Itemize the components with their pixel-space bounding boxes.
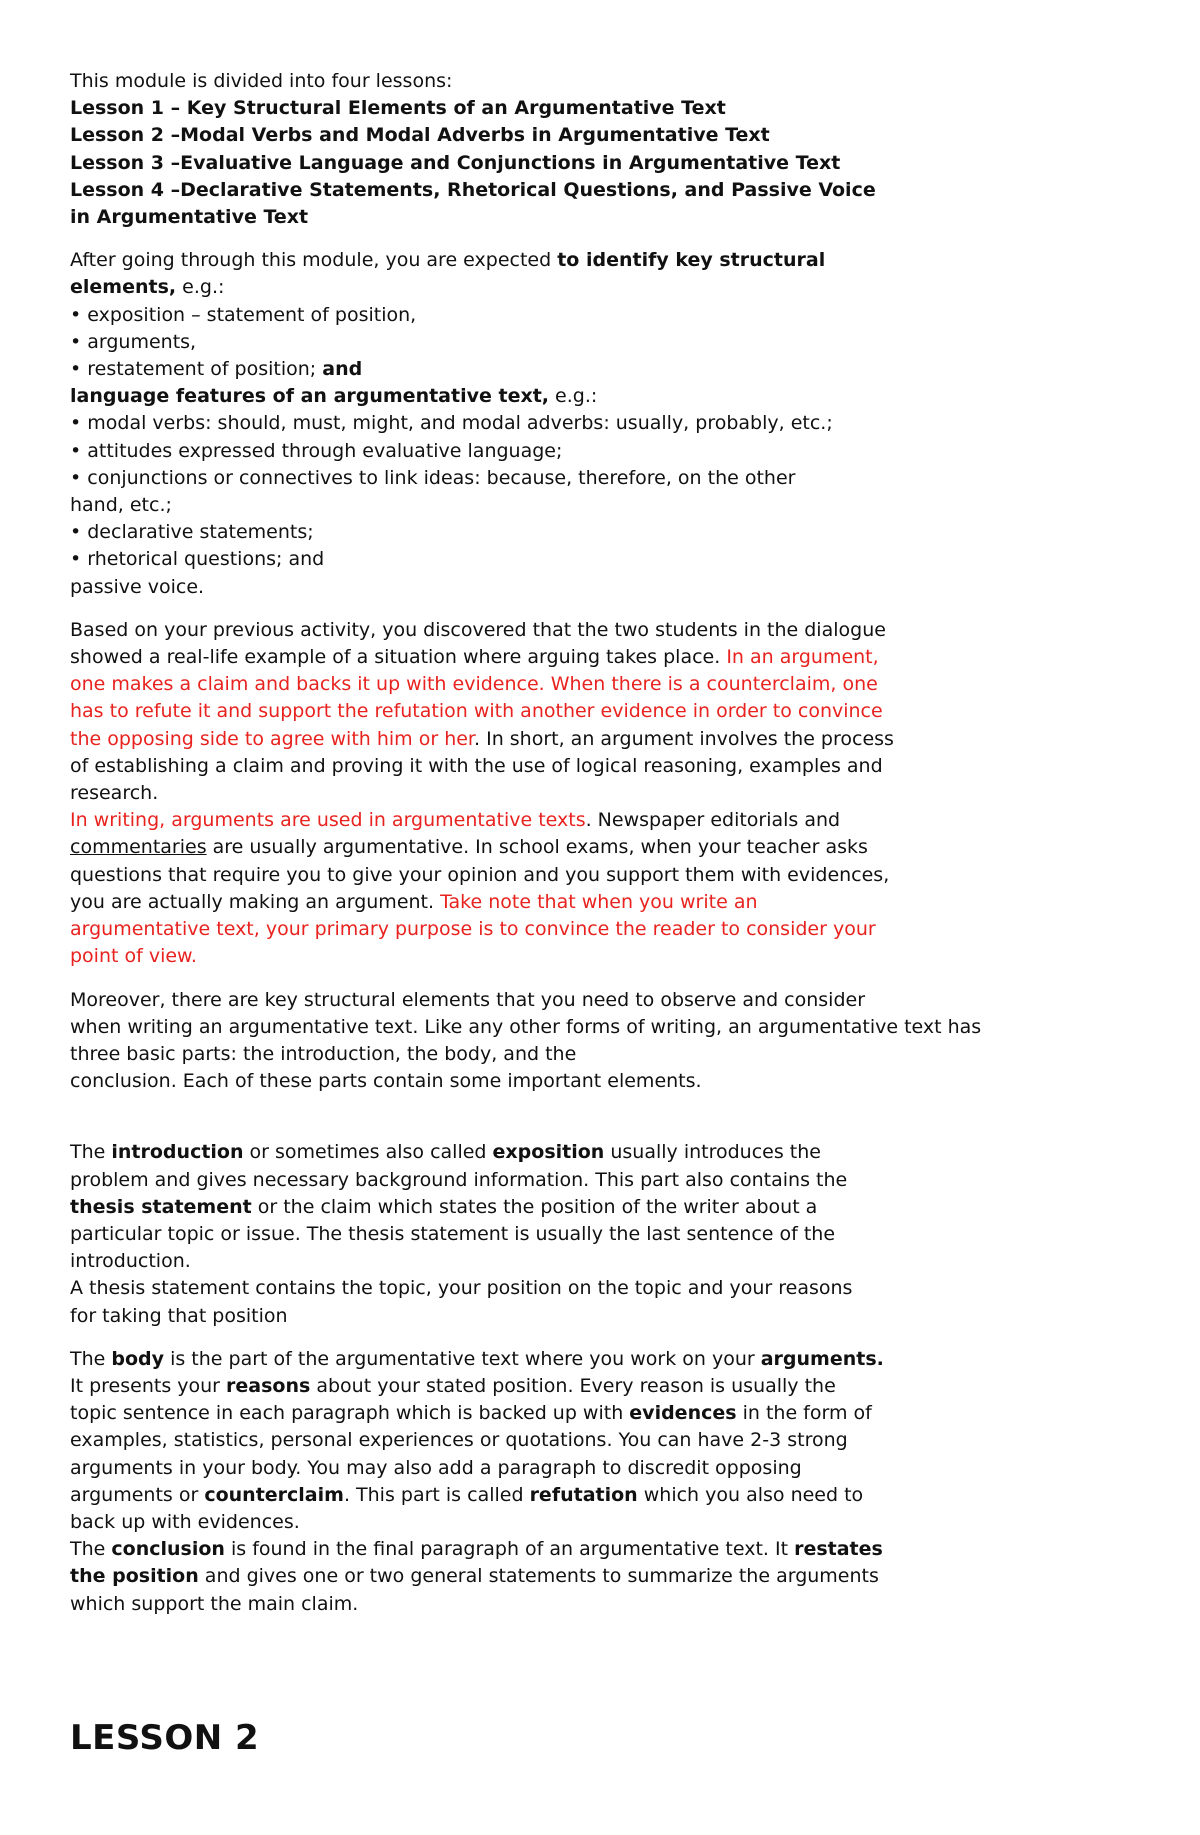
lesson-4-title-cont: in Argumentative Text	[70, 206, 309, 229]
paragraph-line: one makes a claim and backs it up with evidence. When there is a counterclaim, one	[70, 673, 878, 696]
paragraph-line: of establishing a claim and proving it with the use of logical reasoning, examples and	[70, 754, 883, 777]
lesson-2-title: Lesson 2 –Modal Verbs and Modal Adverbs in Argumentative Text	[70, 124, 770, 147]
lesson-2-heading: LESSON 2	[70, 1718, 260, 1758]
paragraph-line: argumentative text, your primary purpose is to convince the reader to consider your	[70, 918, 876, 941]
paragraph-line: It presents your reasons about your stated position. Every reason is usually the	[70, 1374, 836, 1397]
paragraph-line: research.	[70, 782, 159, 805]
paragraph-line: you are actually making an argument. Take note that when you write an	[70, 890, 758, 913]
bullet-item: • restatement of position; and	[70, 358, 363, 381]
paragraph-line: introduction.	[70, 1250, 191, 1273]
paragraph-line: thesis statement or the claim which states the position of the writer about a	[70, 1195, 818, 1218]
paragraph-line: The body is the part of the argumentative text where you work on your arguments.	[70, 1347, 884, 1370]
paragraph-line: point of view.	[70, 945, 197, 968]
bullet-item: • attitudes expressed through evaluative language;	[70, 439, 563, 462]
bullet-item: • modal verbs: should, must, might, and modal adverbs: usually, probably, etc.;	[70, 412, 833, 435]
paragraph-line: problem and gives necessary background information. This part also contains the	[70, 1168, 848, 1191]
lesson-4-title: Lesson 4 –Declarative Statements, Rhetorical Questions, and Passive Voice	[70, 178, 876, 201]
bullet-item: • arguments,	[70, 330, 197, 353]
paragraph-line: arguments in your body. You may also add a paragraph to discredit opposing	[70, 1456, 802, 1479]
lesson-3-title: Lesson 3 –Evaluative Language and Conjunctions in Argumentative Text	[70, 151, 841, 174]
module-intro: This module is divided into four lessons:	[70, 70, 453, 92]
bullet-item: • declarative statements;	[70, 521, 314, 544]
objectives-line: language features of an argumentative text, e.g.:	[70, 385, 598, 408]
paragraph-line: showed a real-life example of a situation where arguing takes place. In an argument,	[70, 646, 879, 669]
paragraph-line: three basic parts: the introduction, the body, and the	[70, 1042, 577, 1065]
paragraph-line: Moreover, there are key structural elements that you need to observe and consider	[70, 988, 866, 1011]
bullet-item: • exposition – statement of position,	[70, 303, 417, 326]
paragraph-line: has to refute it and support the refutation with another evidence in order to convince	[70, 700, 883, 723]
paragraph-line: The introduction or sometimes also called exposition usually introduces the	[70, 1141, 821, 1164]
paragraph-line: topic sentence in each paragraph which is backed up with evidences in the form of	[70, 1402, 872, 1425]
lesson-1-title: Lesson 1 – Key Structural Elements of an Argumentative Text	[70, 97, 726, 120]
paragraph-line: A thesis statement contains the topic, your position on the topic and your reasons	[70, 1277, 853, 1300]
bullet-item: • conjunctions or connectives to link ideas: because, therefore, on the other	[70, 466, 796, 489]
paragraph-line: particular topic or issue. The thesis statement is usually the last sentence of the	[70, 1222, 836, 1245]
paragraph-line: examples, statistics, personal experiences or quotations. You can have 2-3 strong	[70, 1429, 848, 1452]
paragraph-line: arguments or counterclaim. This part is called refutation which you also need to	[70, 1483, 864, 1506]
paragraph-line: back up with evidences.	[70, 1510, 300, 1533]
objectives-line: elements, e.g.:	[70, 276, 225, 299]
paragraph-line: commentaries are usually argumentative. In school exams, when your teacher asks	[70, 836, 868, 859]
objectives-line: After going through this module, you are expected to identify key structural	[70, 249, 826, 272]
commentaries-link: commentaries	[70, 836, 207, 859]
paragraph-line: the opposing side to agree with him or her. In short, an argument involves the process	[70, 727, 894, 750]
paragraph-line: questions that require you to give your opinion and you support them with evidences,	[70, 863, 890, 886]
bullet-item-cont: hand, etc.;	[70, 494, 172, 517]
bullet-item-cont: passive voice.	[70, 575, 205, 598]
paragraph-line: The conclusion is found in the final paragraph of an argumentative text. It restates	[70, 1538, 883, 1561]
bullet-item: • rhetorical questions; and	[70, 548, 325, 571]
paragraph-line: the position and gives one or two general statements to summarize the arguments	[70, 1565, 879, 1588]
paragraph-line: when writing an argumentative text. Like any other forms of writing, an argumentative text has	[70, 1015, 982, 1038]
paragraph-line: In writing, arguments are used in argumentative texts. Newspaper editorials and	[70, 809, 841, 832]
paragraph-line: which support the main claim.	[70, 1592, 359, 1615]
paragraph-line: for taking that position	[70, 1304, 288, 1327]
paragraph-line: Based on your previous activity, you discovered that the two students in the dialogue	[70, 618, 886, 641]
paragraph-line: conclusion. Each of these parts contain some important elements.	[70, 1070, 702, 1093]
